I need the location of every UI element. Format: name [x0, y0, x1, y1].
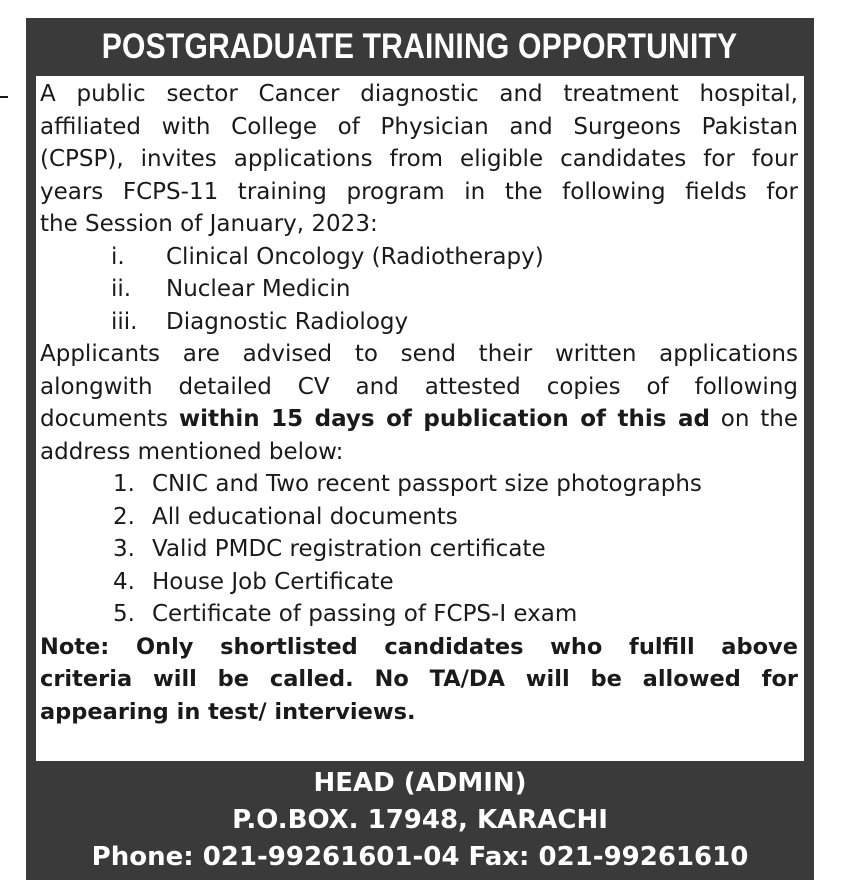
list-marker: i. — [111, 243, 125, 270]
list-item — [40, 306, 798, 339]
field-name: Diagnostic Radiology — [166, 308, 409, 335]
list-item — [40, 241, 798, 274]
list-marker: 2. — [113, 503, 135, 530]
phone-fax: Phone: 021-99261601-04 Fax: 021-99261610 — [91, 842, 749, 872]
job-advertisement — [26, 18, 814, 880]
instructions-line: alongwith detailed CV and attested copies of following — [40, 373, 798, 400]
list-item — [40, 273, 798, 306]
list-marker: 4. — [113, 568, 135, 595]
intro-line: A public sector Cancer diagnostic and treatment hospital, — [40, 81, 798, 107]
document-name: CNIC and Two recent passport size photographs — [152, 471, 702, 497]
note-line: criteria will be called. No TA/DA will be allowed for — [40, 666, 798, 692]
document-name: All educational documents — [152, 503, 458, 530]
document-name: Valid PMDC registration certificate — [152, 536, 546, 562]
instructions-paragraph — [40, 338, 798, 468]
instructions-line: address mentioned below: — [40, 438, 344, 465]
list-marker: 5. — [113, 601, 135, 627]
note-line: Note: Only shortlisted candidates who fulfill above — [40, 633, 798, 660]
intro-line: years FCPS-11 training program in the following fields for — [40, 178, 798, 205]
field-name: Nuclear Medicin — [166, 276, 351, 302]
ad-title: POSTGRADUATE TRAINING OPPORTUNITY — [102, 27, 738, 66]
note-paragraph — [40, 631, 798, 729]
list-item — [40, 501, 798, 534]
instructions-text: documents — [40, 406, 179, 432]
list-marker: 3. — [113, 536, 135, 562]
instructions-line — [40, 403, 798, 436]
margin-mark — [0, 96, 8, 98]
ad-body — [36, 76, 804, 761]
list-marker: ii. — [111, 276, 132, 302]
list-marker: 1. — [113, 471, 135, 497]
training-fields-list — [40, 241, 798, 339]
field-name: Clinical Oncology (Radiotherapy) — [166, 243, 544, 270]
intro-line: (CPSP), invites applications from eligible candidates for four — [40, 146, 798, 172]
instructions-text: on the — [709, 406, 798, 432]
instructions-line: Applicants are advised to send their written applications — [40, 341, 798, 367]
required-documents-list — [40, 468, 798, 631]
postal-address: P.O.BOX. 17948, KARACHI — [232, 805, 608, 835]
title-bar — [26, 18, 814, 76]
intro-paragraph — [40, 78, 798, 241]
list-marker: iii. — [111, 308, 138, 335]
list-item — [40, 566, 798, 599]
document-name: House Job Certificate — [152, 568, 394, 595]
list-item — [40, 533, 798, 566]
note-line: appearing in test/ interviews. — [40, 698, 416, 725]
intro-line: the Session of January, 2023: — [40, 211, 378, 237]
document-name: Certificate of passing of FCPS-I exam — [152, 601, 578, 627]
list-item — [40, 598, 798, 631]
intro-line: affiliated with College of Physician and Surgeons Pakistan — [40, 113, 798, 140]
contact-title: HEAD (ADMIN) — [313, 768, 527, 798]
deadline-text: within 15 days of publication of this ad — [178, 406, 710, 432]
list-item — [40, 468, 798, 501]
contact-footer — [26, 761, 814, 880]
